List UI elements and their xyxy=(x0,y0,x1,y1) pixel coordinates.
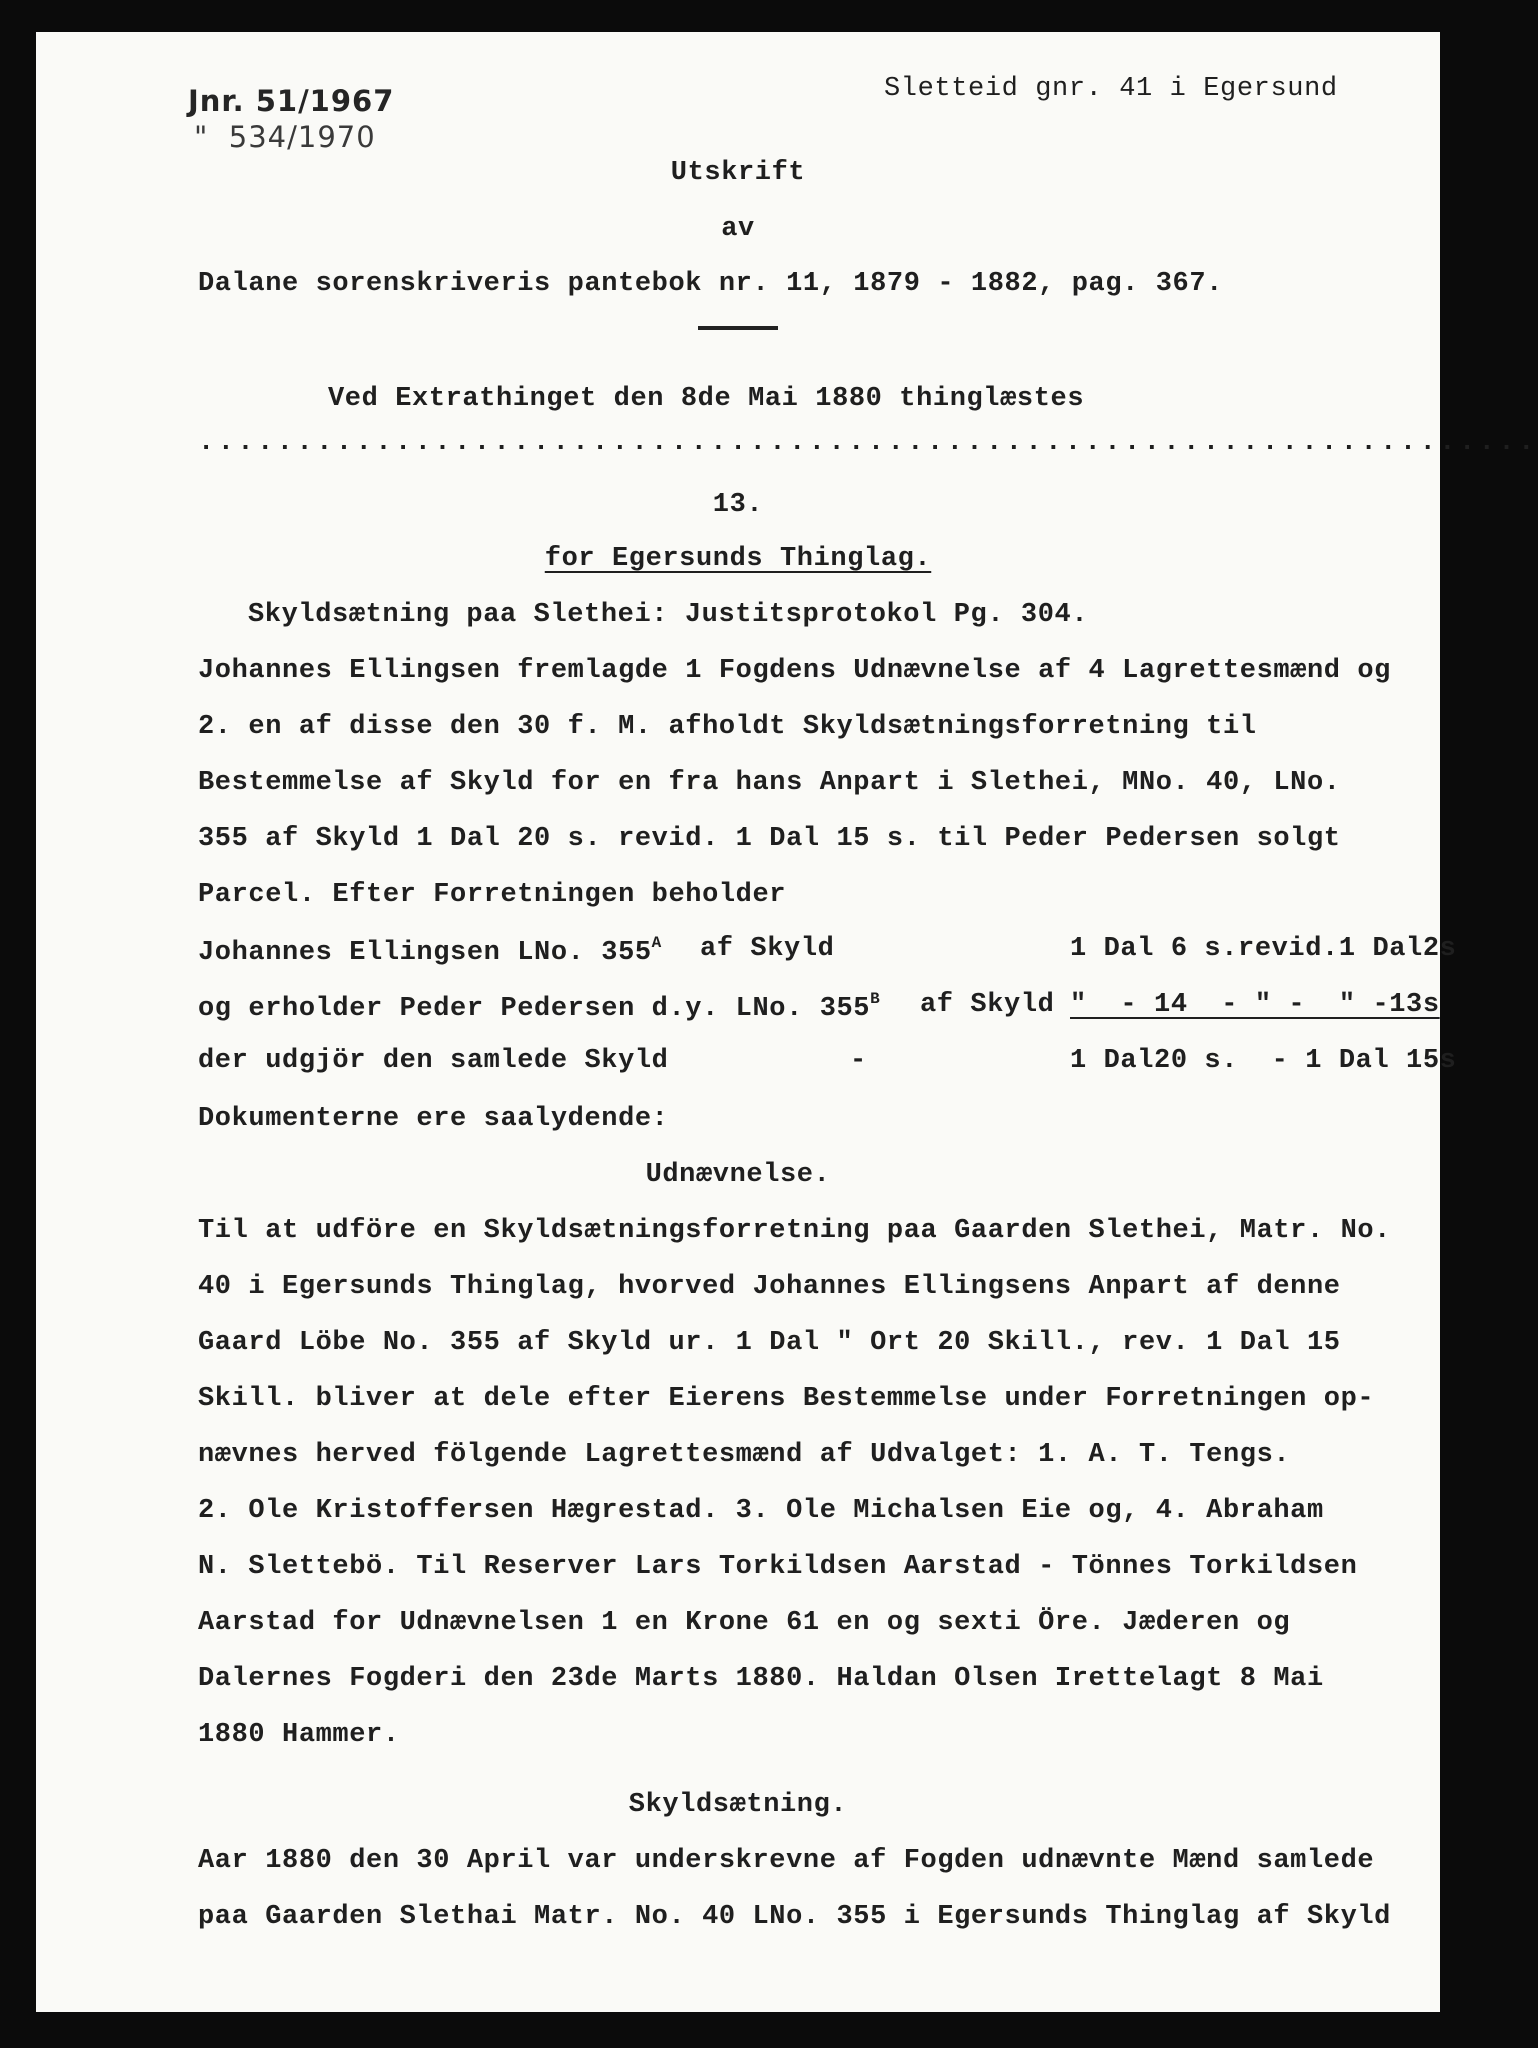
section1-line-6: 2. Ole Kristoffersen Hægrestad. 3. Ole Michalsen Eie og, 4. Abraham xyxy=(198,1496,1324,1526)
table-row2-right: " - 14 - " - " -13s xyxy=(1070,990,1440,1020)
table-row3-right: 1 Dal20 s. - 1 Dal 15s xyxy=(1070,1046,1457,1076)
table-row3-mid: - xyxy=(850,1046,867,1076)
title-av: av xyxy=(721,214,755,244)
section1-line-2: 40 i Egersunds Thinglag, hvorved Johannes Ellingsens Anpart af denne xyxy=(198,1272,1341,1302)
body-line-4: Bestemmelse af Skyld for en fra hans Anpart i Slethei, MNo. 40, LNo. xyxy=(198,768,1341,798)
table-row1-mid: af Skyld xyxy=(700,934,835,964)
body-line-1: Skyldsætning paa Slethei: Justitsprotokol Pg. 304. xyxy=(248,600,1089,630)
section1-line-3: Gaard Löbe No. 355 af Skyld ur. 1 Dal " Ort 20 Skill., rev. 1 Dal 15 xyxy=(198,1328,1341,1358)
entry-number: 13. xyxy=(712,490,764,520)
session-line: Ved Extrathinget den 8de Mai 1880 thinglæstes xyxy=(328,384,1085,414)
body-line-6: Parcel. Efter Forretningen beholder xyxy=(198,880,787,910)
section2-line-1: Aar 1880 den 30 April var underskrevne af Fogden udnævnte Mænd samlede xyxy=(198,1846,1375,1876)
title-utskrift: Utskrift xyxy=(670,158,806,188)
section2-line-2: paa Gaarden Slethai Matr. No. 40 LNo. 355 i Egersunds Thinglag af Skyld xyxy=(198,1902,1391,1932)
dotted-separator: .................................................................... xyxy=(198,428,1538,458)
table-row2-text: og erholder Peder Pedersen d.y. LNo. 355 xyxy=(198,994,871,1024)
section1-line-4: Skill. bliver at dele efter Eierens Bestemmelse under Forretningen op- xyxy=(198,1384,1375,1414)
document-page xyxy=(36,32,1538,2012)
table-row2-left xyxy=(198,990,880,1024)
documents-intro: Dokumenterne ere saalydende: xyxy=(198,1104,669,1134)
table-row2-sup: B xyxy=(870,990,881,1008)
table-row2-mid: af Skyld xyxy=(920,990,1055,1020)
body-line-3: 2. en af disse den 30 f. M. afholdt Skyldsætningsforretning til xyxy=(198,712,1257,742)
table-row1-right: 1 Dal 6 s.revid.1 Dal2s xyxy=(1070,934,1457,964)
section1-line-1: Til at udföre en Skyldsætningsforretning paa Gaarden Slethei, Matr. No. xyxy=(198,1216,1391,1246)
property-reference: Sletteid gnr. 41 i Egersund xyxy=(884,74,1338,104)
title-source: Dalane sorenskriveris pantebok nr. 11, 1879 - 1882, pag. 367. xyxy=(198,269,1223,299)
body-line-5: 355 af Skyld 1 Dal 20 s. revid. 1 Dal 15 s. til Peder Pedersen solgt xyxy=(198,824,1341,854)
section1-line-5: nævnes herved fölgende Lagrettesmænd af Udvalget: 1. A. T. Tengs. xyxy=(198,1440,1291,1470)
section1-line-9: Dalernes Fogderi den 23de Marts 1880. Haldan Olsen Irettelagt 8 Mai xyxy=(198,1664,1324,1694)
table-row1-left xyxy=(198,934,662,968)
section-title-skyldsaetning: Skyldsætning. xyxy=(628,1790,848,1820)
journal-number-2: " 534/1970 xyxy=(194,120,376,154)
section1-line-8: Aarstad for Udnævnelsen 1 en Krone 61 en og sexti Öre. Jæderen og xyxy=(198,1608,1291,1638)
section1-line-10: 1880 Hammer. xyxy=(198,1720,400,1750)
table-row1-text: Johannes Ellingsen LNo. 355 xyxy=(198,938,652,968)
section-title-udnaevnelse: Udnævnelse. xyxy=(645,1160,831,1190)
journal-number-1: Jnr. 51/1967 xyxy=(188,84,395,118)
section1-line-7: N. Slettebö. Til Reserver Lars Torkildsen Aarstad - Tönnes Torkildsen xyxy=(198,1552,1358,1582)
body-line-2: Johannes Ellingsen fremlagde 1 Fogdens Udnævnelse af 4 Lagrettesmænd og xyxy=(198,656,1391,686)
table-row1-sup: A xyxy=(651,934,662,952)
table-row3-left: der udgjör den samlede Skyld xyxy=(198,1046,669,1076)
title-separator xyxy=(698,326,778,330)
entry-heading: for Egersunds Thinglag. xyxy=(544,544,932,574)
